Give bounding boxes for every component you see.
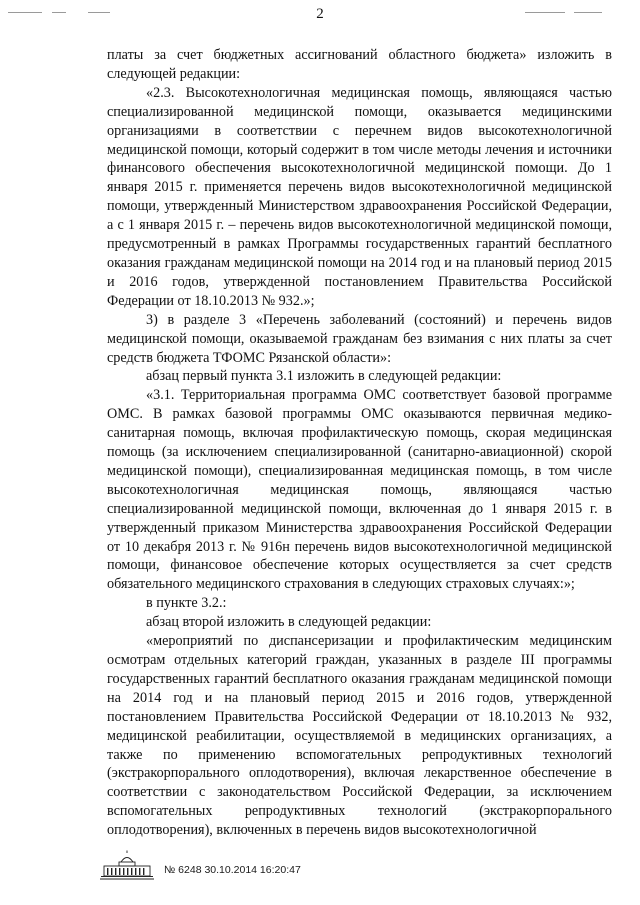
document-body — [107, 46, 612, 840]
government-building-stamp-icon — [98, 850, 156, 882]
paragraph: 3) в разделе 3 «Перечень заболеваний (состояний) и перечень видов медицинской помощи, оказываемой гражданам без взимания с них платы за счет средств бюджета ТФОМС Рязанской области»: — [107, 311, 612, 366]
paragraph: в пункте 3.2.: — [146, 595, 227, 612]
paragraph: «мероприятий по диспансеризации и профилактическим медицинским осмотрам отдельных категорий граждан, указанных в разделе III программы государственных гарантий бесплатного оказания гражданам медицинской помощи на 2014 год и на плановый период 2015 и 2016 годов, утвержденной постановлением Правительства Российской Федерации от 18.10.2013 № 932, медицинской реабилитации, осуществляемой в медицинских организациях, а также по применению вспомогательных репродуктивных технологий (экстракорпорального оплодотворения), включая лекарственное обеспечение в соответствии с законодательством Российской Федерации, за исключением вспомогательных репродуктивных технологий (экстракорпорального оплодотворения), включенных в перечень видов высокотехнологичной — [107, 633, 612, 839]
paragraph: «3.1. Территориальная программа ОМС соответствует базовой программе ОМС. В рамках базовой программы ОМС оказываются первичная медико-санитарная помощь, включая профилактическую помощь, скорая медицинская помощь (за исключением специализированной (санитарно-авиационной) скорой медицинской помощи), специализированная медицинская помощь, в том числе высокотехнологичная медицинская помощь, являющаяся частью специализированной медицинской помощи, включенная до 1 января 2015 г. в утвержденный приказом Министерства здравоохранения Российской Федерации от 10 декабря 2013 г. № 916н перечень видов высокотехнологичной медицинской помощи, финансовое обеспечение которых осуществляется за счет средств обязательного медицинского страхования в следующих страховых случаях:»; — [107, 387, 612, 593]
page-number: 2 — [316, 6, 324, 22]
paragraph: абзац второй изложить в следующей редакции: — [146, 614, 432, 631]
paragraph: платы за счет бюджетных ассигнований областного бюджета» изложить в следующей редакции: — [107, 47, 612, 82]
paragraph: абзац первый пункта 3.1 изложить в следующей редакции: — [146, 368, 502, 385]
registration-stamp: № 6248 30.10.2014 16:20:47 — [164, 864, 301, 876]
paragraph: «2.3. Высокотехнологичная медицинская помощь, являющаяся частью специализированной медицинской помощи, оказывается медицинскими организациями в соответствии с перечнем видов высокотехнологичной медицинской помощи, который содержит в том числе методы лечения и источники финансового обеспечения высокотехнологичной медицинской помощи. До 1 января 2015 г. применяется перечень видов высокотехнологичной медицинской помощи, утвержденный Министерством здравоохранения Российской Федерации, а с 1 января 2015 г. – перечень видов высокотехнологичной медицинской помощи, предусмотренный в рамках Программы государственных гарантий бесплатного оказания гражданам медицинской помощи на 2014 год и на плановый период 2015 и 2016 годов, утвержденной постановлением Правительства Российской Федерации от 18.10.2013 № 932.»; — [107, 84, 612, 309]
footer — [98, 850, 398, 882]
